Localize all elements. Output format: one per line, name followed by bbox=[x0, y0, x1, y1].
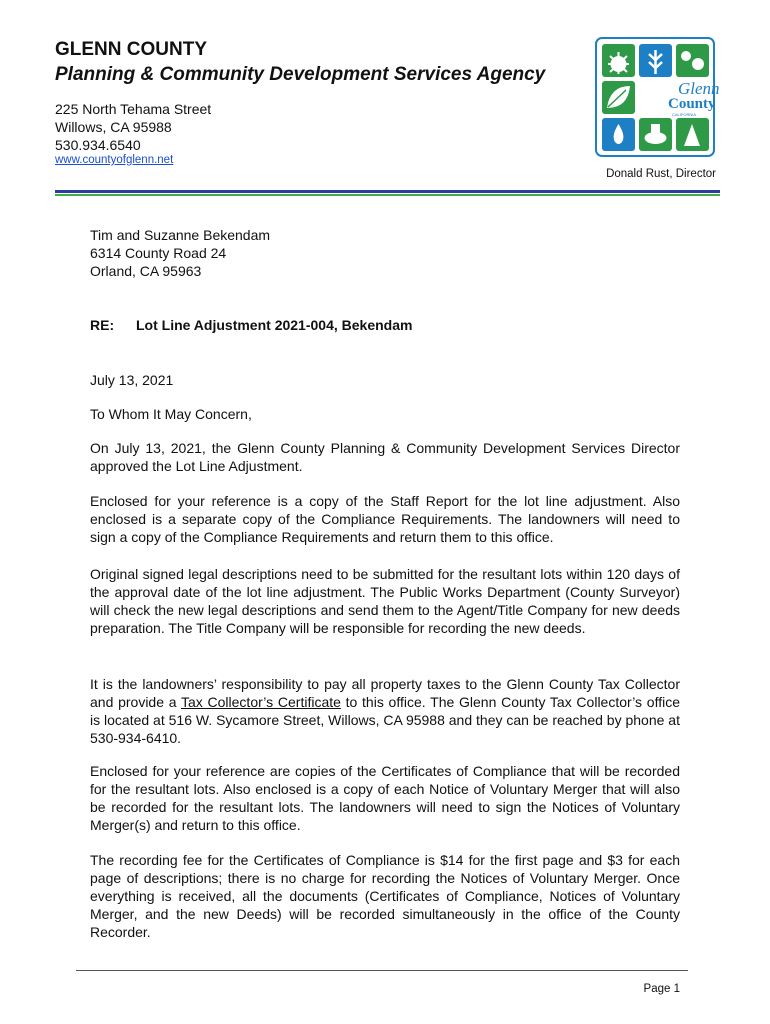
director-name: Donald Rust, Director bbox=[606, 168, 716, 180]
paragraph-certificates: Enclosed for your reference are copies of the Certificates of Compliance that will be recorded for the resultant lots. Also enclosed is a copy of each Notice of Voluntary Merger that will also be recorded for the resultant lots. The landowners will need to sign the Notices of Voluntary Merger(s) and return to this office. bbox=[90, 763, 680, 833]
recipient-city: Orland, CA 95963 bbox=[90, 263, 202, 279]
paragraph-property-taxes bbox=[90, 675, 680, 747]
subject-text: Lot Line Adjustment 2021-004, Bekendam bbox=[136, 317, 413, 333]
phone-number: 530.934.6540 bbox=[55, 137, 141, 153]
recipient-name: Tim and Suzanne Bekendam bbox=[90, 227, 271, 243]
page-number: Page 1 bbox=[643, 983, 680, 995]
paragraph-text: It is the landowners’ responsibility to pay all property taxes to the Glenn County Tax Collector and provide a bbox=[90, 676, 680, 710]
org-name: GLENN COUNTY bbox=[55, 39, 207, 60]
tax-certificate-text: Tax Collector’s Certificate bbox=[181, 694, 341, 710]
glenn-county-logo-icon bbox=[596, 38, 720, 156]
paragraph-staff-report: Enclosed for your reference is a copy of the Staff Report for the lot line adjustment. Also enclosed is a separate copy of the Compliance Requirements. The landowners will need to sign a copy of the Compliance Requirements and return them to this office. bbox=[90, 493, 680, 545]
letter-date: July 13, 2021 bbox=[90, 372, 174, 388]
footer-rule bbox=[76, 970, 688, 971]
subject-label: RE: bbox=[90, 317, 115, 333]
logo-text-glenn: Glenn bbox=[678, 79, 720, 98]
subject-line bbox=[90, 316, 680, 334]
street-address: 225 North Tehama Street bbox=[55, 101, 212, 117]
recipient-block bbox=[90, 226, 680, 280]
paragraph-legal-descriptions: Original signed legal descriptions need to be submitted for the resultant lots within 120 days of the approval date of the lot line adjustment. The Public Works Department (County Surveyor) will check the new legal descriptions and send them to the Agent/Title Company for new deeds preparation. The Title Company will be responsible for recording the new deeds. bbox=[90, 566, 680, 636]
paragraph-approval: On July 13, 2021, the Glenn County Planning & Community Development Services Director approved the Lot Line Adjustment. bbox=[90, 440, 680, 474]
logo-text-state: CALIFORNIA bbox=[672, 112, 697, 117]
salutation: To Whom It May Concern, bbox=[90, 406, 252, 422]
header-rule-green bbox=[55, 194, 720, 196]
recipient-street: 6314 County Road 24 bbox=[90, 245, 227, 261]
paragraph-recording-fee: The recording fee for the Certificates of Compliance is $14 for the first page and $3 for each page of descriptions; there is no charge for recording the Notices of Voluntary Merger. Once everything is received, all the documents (Certificates of Compliance, Notices of Voluntary Merger, and the new Deeds) will be recorded simultaneously in the office of the County Recorder. bbox=[90, 852, 680, 940]
header-rule-blue bbox=[55, 190, 720, 193]
website-link[interactable]: www.countyofglenn.net bbox=[55, 154, 174, 166]
letterhead bbox=[55, 38, 720, 188]
paragraph-text: to this office. The Glenn County Tax Collector’s office is located at 516 W. Sycamore Street, Willows, CA 95988 and they can be reached by phone at 530-934-6410. bbox=[90, 694, 680, 746]
city-address: Willows, CA 95988 bbox=[55, 119, 172, 135]
logo-text-county: County bbox=[668, 96, 716, 112]
agency-name: Planning & Community Development Services Agency bbox=[55, 64, 546, 85]
